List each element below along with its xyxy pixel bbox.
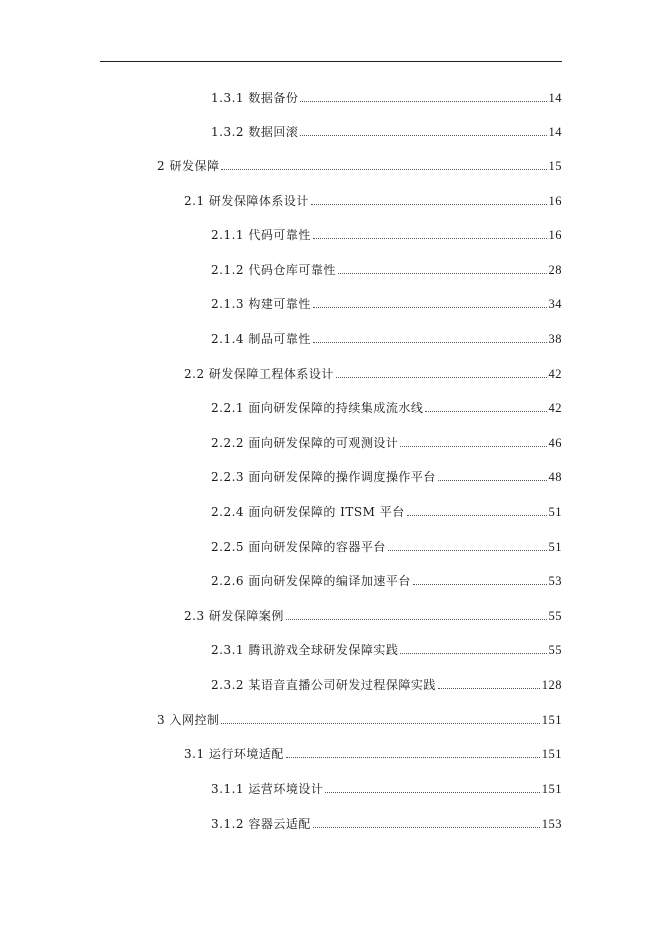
toc-entry[interactable] <box>211 572 562 590</box>
toc-entry[interactable] <box>211 399 562 417</box>
toc-entry-label: 2.2.4 面向研发保障的 ITSM 平台 <box>211 505 405 519</box>
toc-dot-leader <box>313 237 547 239</box>
toc-page-number: 38 <box>548 332 562 346</box>
toc-dot-leader <box>286 756 540 758</box>
toc-dot-leader <box>407 514 547 516</box>
toc-page-number: 34 <box>548 297 562 311</box>
toc-entry-label: 2.2.1 面向研发保障的持续集成流水线 <box>211 401 424 415</box>
toc-entry-label: 2.1.1 代码可靠性 <box>211 228 311 242</box>
toc-page-number: 42 <box>548 401 562 415</box>
toc-entry[interactable] <box>211 434 562 452</box>
toc-entry-label: 2.3.2 某语音直播公司研发过程保障实践 <box>211 678 436 692</box>
toc-page-number: 151 <box>541 713 562 727</box>
toc-entry[interactable] <box>211 330 562 348</box>
toc-dot-leader <box>425 410 546 412</box>
toc-dot-leader <box>338 272 547 274</box>
toc-dot-leader <box>313 826 540 828</box>
toc-page-number: 42 <box>548 367 562 381</box>
toc-dot-leader <box>313 306 547 308</box>
toc-entry[interactable] <box>211 641 562 659</box>
toc-entry[interactable] <box>211 123 562 141</box>
toc-page-number: 16 <box>548 228 562 242</box>
toc-entry-label: 2.1.4 制品可靠性 <box>211 332 311 346</box>
toc-entry-label: 1.3.2 数据回滚 <box>211 125 299 139</box>
toc-dot-leader <box>221 722 539 724</box>
toc-entry[interactable] <box>157 157 562 175</box>
toc-entry-label: 2.1.2 代码仓库可靠性 <box>211 263 336 277</box>
toc-entry[interactable] <box>211 261 562 279</box>
toc-page-number: 53 <box>548 574 562 588</box>
toc-dot-leader <box>325 791 539 793</box>
toc-page-number: 51 <box>548 505 562 519</box>
toc-entry[interactable] <box>211 780 562 798</box>
toc-entry-label: 2.2.6 面向研发保障的编译加速平台 <box>211 574 411 588</box>
toc-page-number: 51 <box>548 540 562 554</box>
toc-page-number: 128 <box>541 678 562 692</box>
toc-dot-leader <box>388 549 547 551</box>
toc-page-number: 151 <box>541 782 562 796</box>
toc-entry[interactable] <box>157 711 562 729</box>
toc-dot-leader <box>313 341 547 343</box>
toc-dot-leader <box>336 376 547 378</box>
toc-page-number: 153 <box>541 817 562 831</box>
toc-dot-leader <box>400 652 546 654</box>
toc-entry-label: 2.2 研发保障工程体系设计 <box>184 367 334 381</box>
toc-dot-leader <box>221 168 546 170</box>
toc-entry-label: 1.3.1 数据备份 <box>211 91 299 105</box>
toc-entry-label: 3.1 运行环境适配 <box>184 747 284 761</box>
toc-page-number: 48 <box>548 470 562 484</box>
toc-entry-label: 2.1.3 构建可靠性 <box>211 297 311 311</box>
toc-entry[interactable] <box>211 468 562 486</box>
toc-page-number: 46 <box>548 436 562 450</box>
toc-entry-label: 2.2.5 面向研发保障的容器平台 <box>211 540 386 554</box>
toc-entry[interactable] <box>184 607 562 625</box>
toc-entry[interactable] <box>211 226 562 244</box>
toc-dot-leader <box>311 203 547 205</box>
toc-entry[interactable] <box>211 815 562 833</box>
toc-page-number: 55 <box>548 609 562 623</box>
toc-page-number: 16 <box>548 194 562 208</box>
toc-page-number: 55 <box>548 643 562 657</box>
toc-entry[interactable] <box>211 295 562 313</box>
toc-entry[interactable] <box>184 745 562 763</box>
toc-entry[interactable] <box>211 538 562 556</box>
toc-entry[interactable] <box>211 503 562 521</box>
toc-entry[interactable] <box>211 676 562 694</box>
toc-dot-leader <box>300 134 546 136</box>
toc-dot-leader <box>438 687 540 689</box>
toc-dot-leader <box>438 479 547 481</box>
toc-entry[interactable] <box>184 365 562 383</box>
toc-entry[interactable] <box>184 192 562 210</box>
toc-page-number: 14 <box>548 91 562 105</box>
toc-page-number: 28 <box>548 263 562 277</box>
toc-entry-label: 2.2.3 面向研发保障的操作调度操作平台 <box>211 470 436 484</box>
toc-entry-label: 2.3.1 腾讯游戏全球研发保障实践 <box>211 643 399 657</box>
toc-entry-label: 3.1.2 容器云适配 <box>211 817 311 831</box>
toc-entry-label: 3.1.1 运营环境设计 <box>211 782 324 796</box>
toc-dot-leader <box>413 583 547 585</box>
toc-entry-label: 3 入网控制 <box>157 713 220 727</box>
toc-entry-label: 2.1 研发保障体系设计 <box>184 194 309 208</box>
toc-entry[interactable] <box>211 89 562 107</box>
toc-dot-leader <box>300 100 546 102</box>
toc-page-number: 15 <box>548 159 562 173</box>
toc-entry-label: 2.2.2 面向研发保障的可观测设计 <box>211 436 399 450</box>
toc-page-number: 151 <box>541 747 562 761</box>
toc-dot-leader <box>286 618 547 620</box>
toc-page-number: 14 <box>548 125 562 139</box>
toc-entry-label: 2.3 研发保障案例 <box>184 609 284 623</box>
toc-entry-label: 2 研发保障 <box>157 159 220 173</box>
toc-dot-leader <box>400 445 546 447</box>
